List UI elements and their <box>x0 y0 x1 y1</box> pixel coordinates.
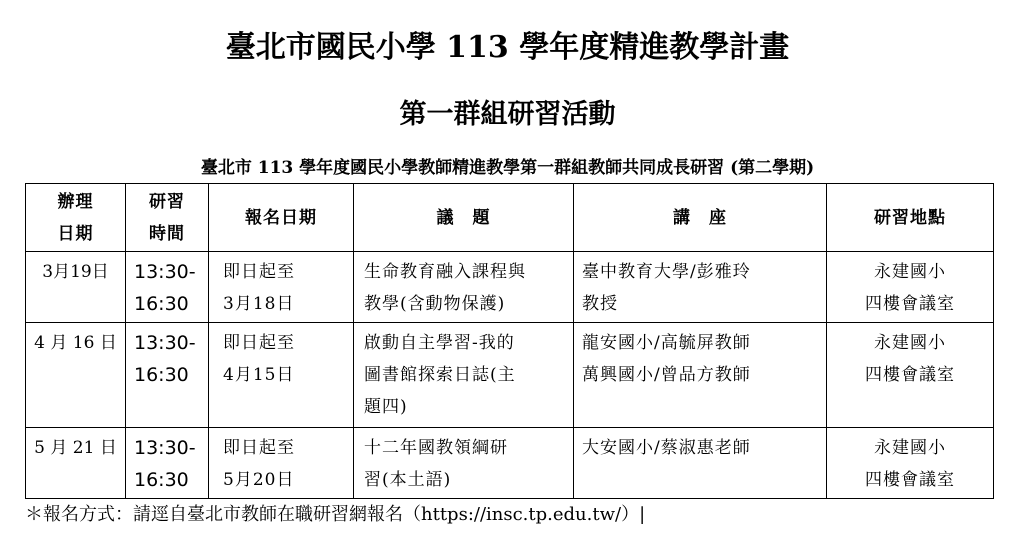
cell-topic: 啟動自主學習-我的 圖書館探索日誌(主 題四) <box>354 323 574 428</box>
page-subtitle: 第一群組研習活動 <box>399 99 616 130</box>
cell-time: 13:30- 16:30 <box>126 428 209 499</box>
header-location: 研習地點 <box>827 184 994 252</box>
cell-date: 4 月 16 日 <box>26 323 126 428</box>
cell-speaker: 臺中教育大學/彭雅玲 教授 <box>574 252 827 323</box>
cell-speaker: 大安國小/蔡淑惠老師 <box>574 428 827 499</box>
cell-location: 永建國小 四樓會議室 <box>827 323 994 428</box>
cell-speaker: 龍安國小/高毓屏教師 萬興國小/曾品方教師 <box>574 323 827 428</box>
cell-date: 5 月 21 日 <box>26 428 126 499</box>
table-caption: 臺北市 113 學年度國民小學教師精進教學第一群組教師共同成長研習 (第二學期) <box>200 158 815 178</box>
cell-time: 13:30- 16:30 <box>126 323 209 428</box>
header-registration: 報名日期 <box>209 184 354 252</box>
header-speaker: 講 座 <box>574 184 827 252</box>
cell-registration: 即日起至 5月20日 <box>209 428 354 499</box>
registration-note: ＊報名方式：請逕自臺北市教師在職研習網報名（https://insc.tp.edu.tw/）| <box>25 504 646 525</box>
cell-time: 13:30- 16:30 <box>126 252 209 323</box>
header-date: 辦理 日期 <box>26 184 126 252</box>
schedule-table <box>25 183 994 499</box>
page-title: 臺北市國民小學 113 學年度精進教學計畫 <box>225 30 790 65</box>
cell-location: 永建國小 四樓會議室 <box>827 252 994 323</box>
cell-date: 3月19日 <box>26 252 126 323</box>
cell-topic: 生命教育融入課程與 教學(含動物保護) <box>354 252 574 323</box>
header-time: 研習 時間 <box>126 184 209 252</box>
cell-topic: 十二年國教領綱研 習(本土語) <box>354 428 574 499</box>
table-row <box>26 323 994 428</box>
table-row <box>26 252 994 323</box>
table-header-row <box>26 184 994 252</box>
cell-registration: 即日起至 3月18日 <box>209 252 354 323</box>
cell-registration: 即日起至 4月15日 <box>209 323 354 428</box>
table-row <box>26 428 994 499</box>
header-topic: 議 題 <box>354 184 574 252</box>
cell-location: 永建國小 四樓會議室 <box>827 428 994 499</box>
